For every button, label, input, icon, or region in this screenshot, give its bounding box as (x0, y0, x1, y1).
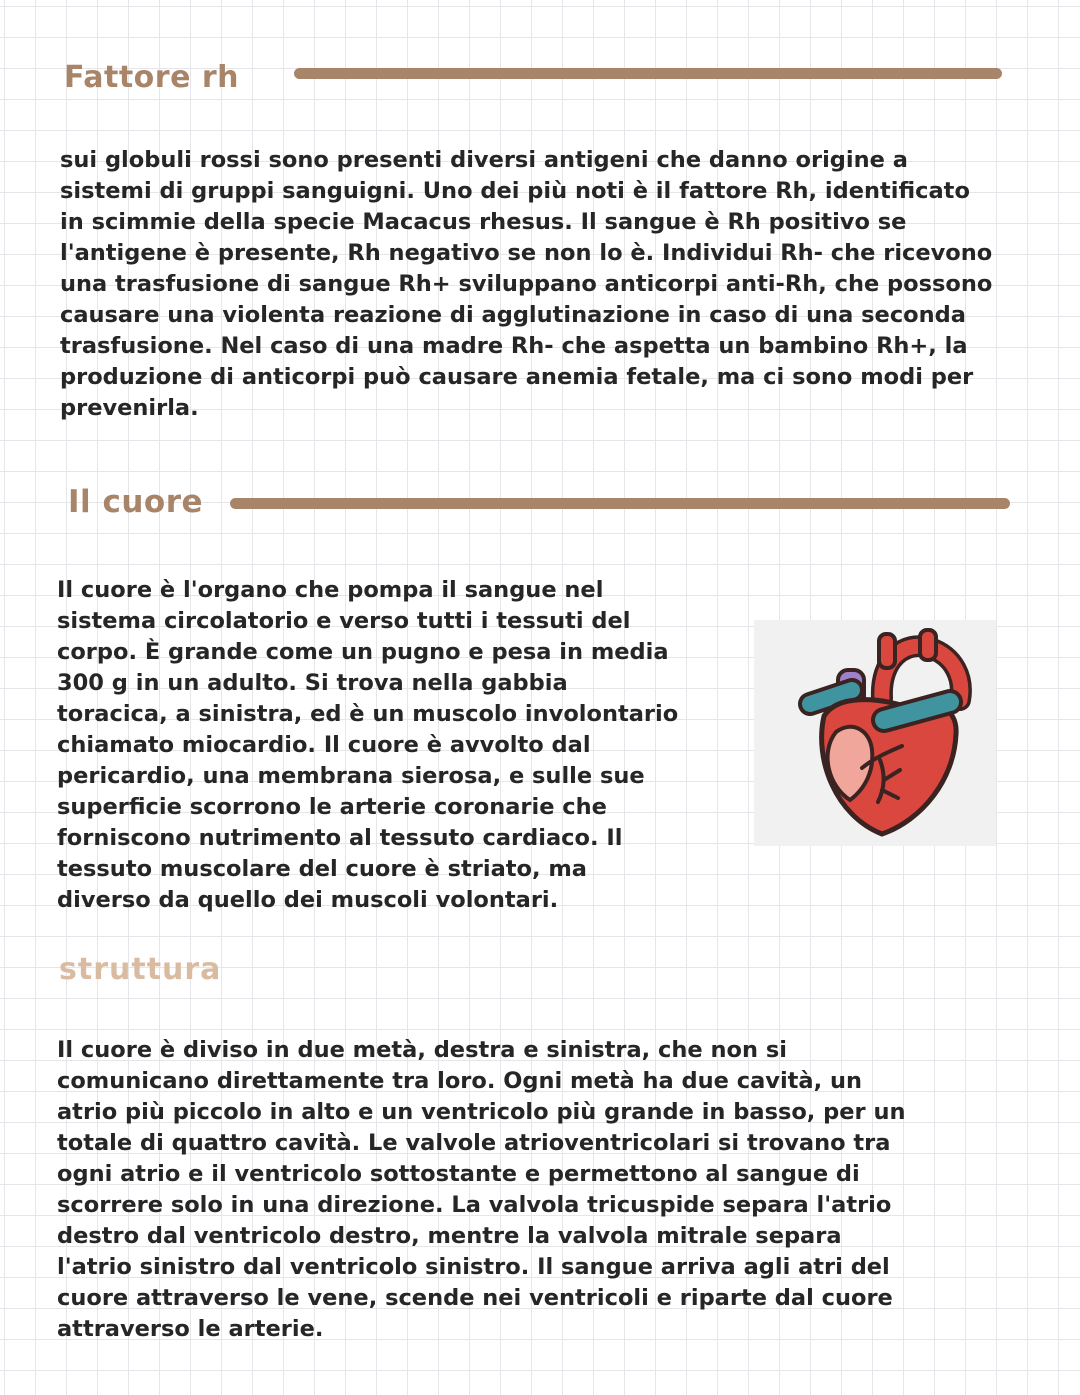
paragraph-struttura: Il cuore è diviso in due metà, destra e sinistra, che non si comunicano direttamente tra loro. Ogni metà ha due cavità, un atrio più piccolo in alto e un ventricolo più grande in basso, per un totale di quattro cavità. Le valvole atrioventricolari si trovano tra ogni atrio e il ventricolo sottostante e permettono al sangue di scorrere solo in una direzione. La valvola tricuspide separa l'atrio destro dal ventricolo destro, mentre la valvola mitrale separa l'atrio sinistro dal ventricolo sinistro. Il sangue arriva agli atri del cuore attraverso le vene, scende nei ventricoli e riparte dal cuore attraverso le arterie. (57, 1037, 906, 1342)
subsection-title-struttura: struttura (59, 952, 222, 987)
paragraph-cuore: Il cuore è l'organo che pompa il sangue nel sistema circolatorio e verso tutti i tessuti del corpo. È grande come un pugno e pesa in media 300 g in un adulto. Si trova nella gabbia toracica, a sinistra, ed è un muscolo involontario chiamato miocardio. Il cuore è avvolto dal pericardio, una membrana sierosa, e sulle sue superficie scorrono le arterie coronarie che forniscono nutrimento al tessuto cardiaco. Il tessuto muscolare del cuore è striato, ma diverso da quello dei muscoli volontari. (57, 577, 679, 913)
heart-illustration (754, 620, 996, 846)
section-divider-rh (294, 68, 1002, 79)
section-title-rh: Fattore rh (64, 60, 240, 95)
section-divider-cuore (230, 498, 1010, 509)
anatomical-heart-icon (754, 620, 996, 846)
paragraph-rh: sui globuli rossi sono presenti diversi antigeni che danno origine a sistemi di gruppi sanguigni. Uno dei più noti è il fattore Rh, identificato in scimmie della specie Macacus rhesus. Il sangue è Rh positivo se l'antigene è presente, Rh negativo se non lo è. Individui Rh- che ricevono una trasfusione di sangue Rh+ sviluppano anticorpi anti-Rh, che possono causare una violenta reazione di agglutinazione in caso di una seconda trasfusione. Nel caso di una madre Rh- che aspetta un bambino Rh+, la produzione di anticorpi può causare anemia fetale, ma ci sono modi per prevenirla. (60, 147, 993, 421)
section-title-cuore: Il cuore (68, 484, 204, 520)
